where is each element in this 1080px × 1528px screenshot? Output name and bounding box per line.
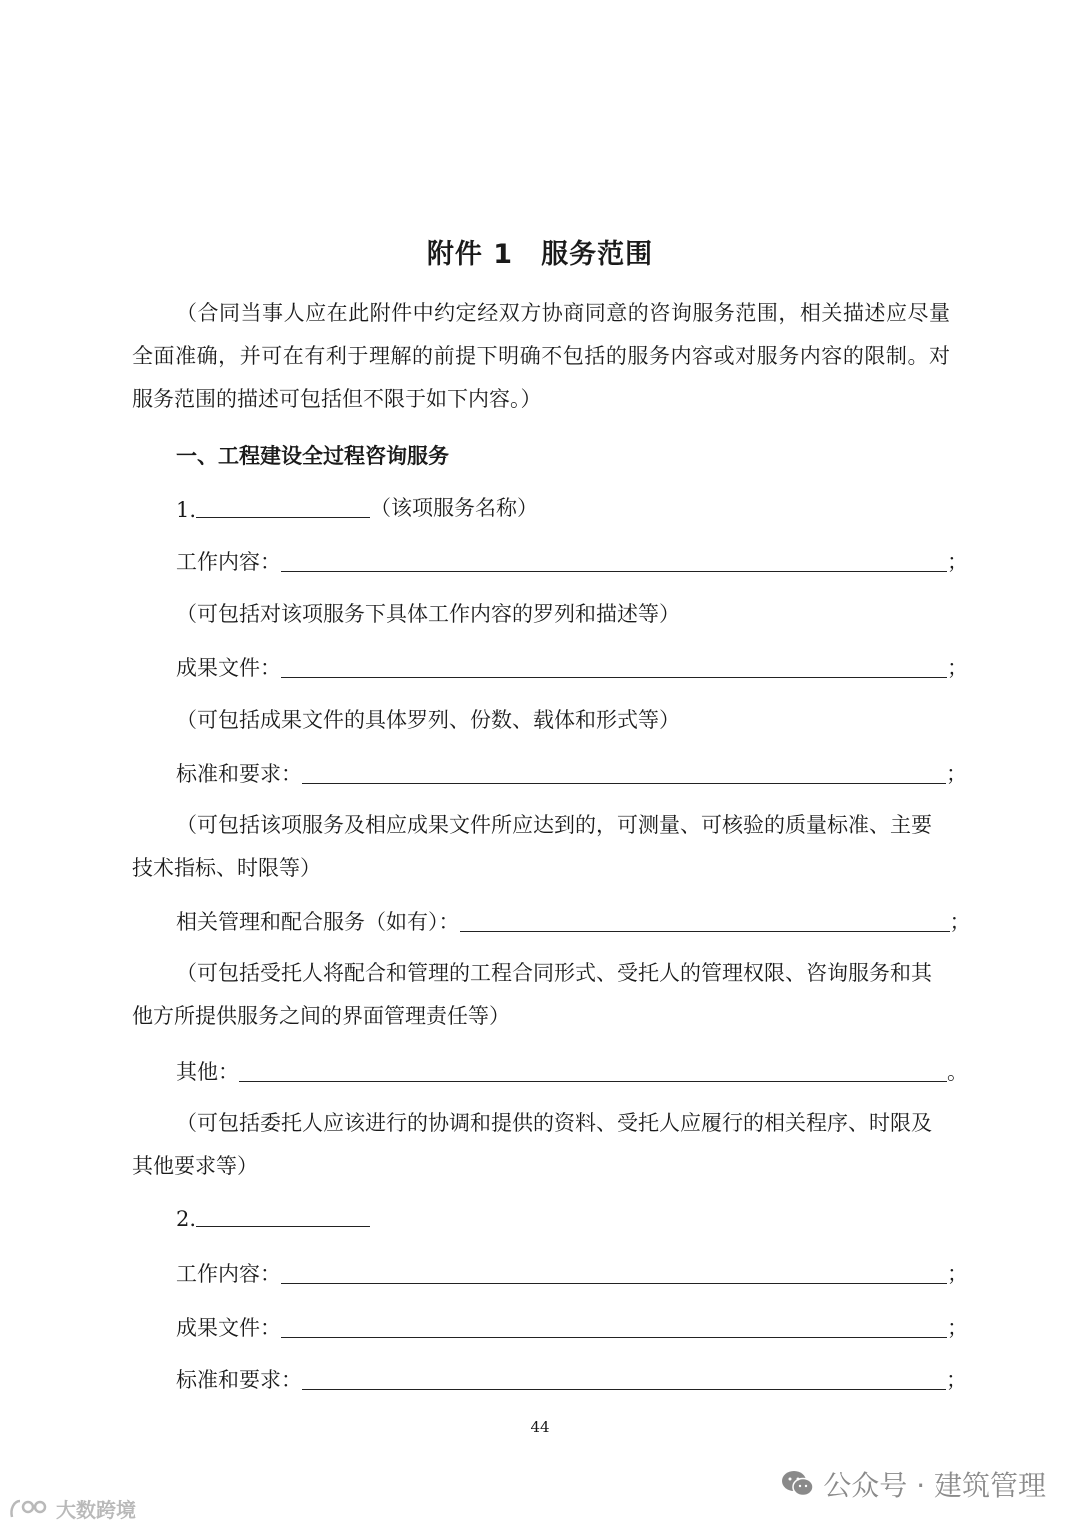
item1-name-line xyxy=(176,492,538,522)
semicolon: ； xyxy=(947,1262,968,1286)
semicolon: ； xyxy=(946,762,967,786)
item1-standard-blank[interactable] xyxy=(302,763,946,784)
semicolon: ； xyxy=(947,1316,968,1340)
item1-other-blank[interactable] xyxy=(239,1061,947,1082)
item2-name-line xyxy=(176,1206,370,1231)
page-title: 附件 1 服务范围 xyxy=(426,239,654,270)
item1-deliverable-hint: （可包括成果文件的具体罗列、份数、载体和形式等） xyxy=(176,708,680,732)
item1-other-hint: （可包括委托人应该进行的协调和提供的资料、受托人应履行的相关程序、时限及其他要求等） xyxy=(132,1111,932,1178)
item1-related-line xyxy=(176,906,971,936)
item1-related-label: 相关管理和配合服务（如有）： xyxy=(176,910,460,934)
watermark-account-text: 公众号 · 建筑管理 xyxy=(823,1469,1046,1502)
item1-standard-hint: （可包括该项服务及相应成果文件所应达到的，可测量、可核验的质量标准、主要技术指标、时限等） xyxy=(132,813,932,880)
item1-work-line xyxy=(176,546,968,576)
item1-number: 1. xyxy=(176,498,197,522)
brand-logo-icon xyxy=(8,1497,52,1521)
item1-other-line xyxy=(176,1056,968,1086)
item1-standard-label: 标准和要求： xyxy=(176,762,302,786)
semicolon: ； xyxy=(946,1368,967,1392)
item1-name-blank[interactable] xyxy=(196,497,370,518)
semicolon: ； xyxy=(947,656,968,680)
item1-deliverable-blank[interactable] xyxy=(281,657,947,678)
item2-deliverable-blank[interactable] xyxy=(281,1317,947,1338)
item1-deliverable-label: 成果文件： xyxy=(176,656,281,680)
item2-work-blank[interactable] xyxy=(281,1263,947,1284)
watermark-brand xyxy=(8,1494,136,1523)
item2-standard-line xyxy=(176,1364,967,1394)
item1-standard-line xyxy=(176,758,967,788)
item2-work-label: 工作内容： xyxy=(176,1262,281,1286)
item1-work-hint: （可包括对该项服务下具体工作内容的罗列和描述等） xyxy=(176,602,680,626)
item1-related-hint: （可包括受托人将配合和管理的工程合同形式、受托人的管理权限、咨询服务和其他方所提供服务之间的界面管理责任等） xyxy=(132,961,932,1028)
item2-name-blank[interactable] xyxy=(196,1206,370,1227)
intro-paragraph: （合同当事人应在此附件中约定经双方协商同意的咨询服务范围，相关描述应尽量全面准确，并可在有利于理解的前提下明确不包括的服务内容或对服务内容的限制。对服务范围的描述可包括但不限于如下内容。） xyxy=(132,301,950,411)
watermark-account xyxy=(781,1464,1046,1504)
item1-deliverable-line xyxy=(176,652,968,682)
item2-deliverable-label: 成果文件： xyxy=(176,1316,281,1340)
item2-number: 2. xyxy=(176,1207,197,1231)
item2-standard-blank[interactable] xyxy=(302,1369,946,1390)
item2-work-line xyxy=(176,1258,968,1288)
semicolon: ； xyxy=(949,910,971,934)
item2-deliverable-line xyxy=(176,1312,968,1342)
item1-work-label: 工作内容： xyxy=(176,550,281,574)
item1-related-blank[interactable] xyxy=(460,911,950,932)
section-heading: 一、工程建设全过程咨询服务 xyxy=(176,444,449,468)
page-number: 44 xyxy=(530,1418,550,1436)
period: 。 xyxy=(947,1060,968,1084)
item1-work-blank[interactable] xyxy=(281,551,947,572)
watermark-brand-text: 大数跨境 xyxy=(56,1498,136,1522)
semicolon: ； xyxy=(947,550,968,574)
wechat-icon xyxy=(781,1469,815,1499)
item2-standard-label: 标准和要求： xyxy=(176,1368,302,1392)
item1-name-hint: （该项服务名称） xyxy=(370,496,539,520)
item1-other-label: 其他： xyxy=(176,1060,239,1084)
